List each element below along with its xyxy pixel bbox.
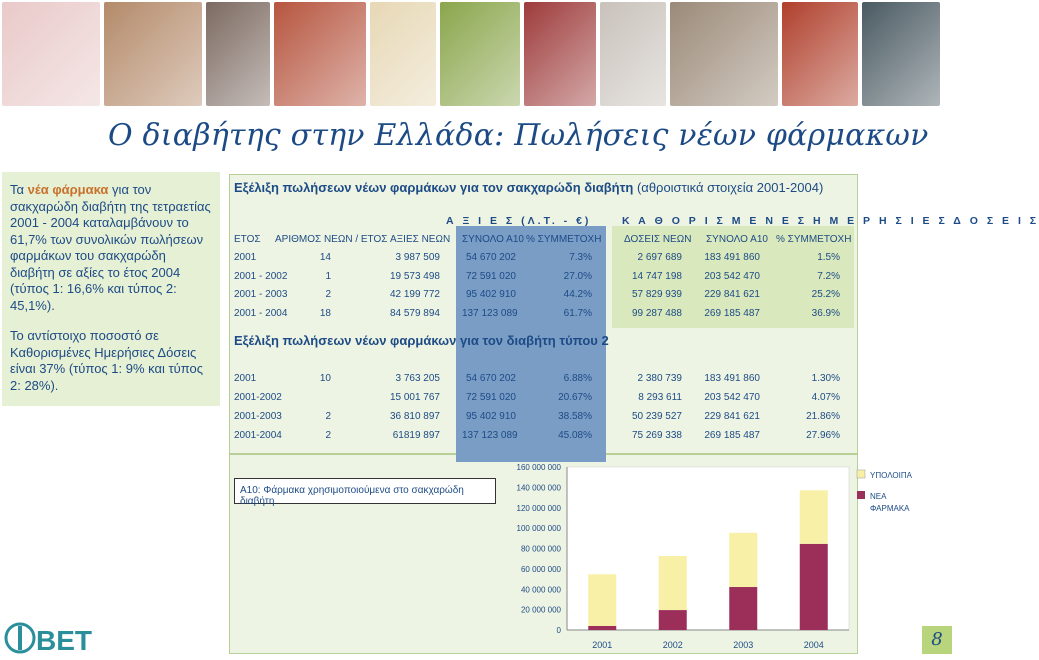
type2-table-cell: 8 293 611 bbox=[638, 392, 682, 403]
summary-text: για τον σακχαρώδη διαβήτη της τετραετίας 2001 - 2004 καταλαμβάνουν το 61,7% των συνολικών πωλήσεων φαρμάκων του σακχαρώδη διαβήτη σε αξίες το έτος 2004 (τύπος 1: 16,6% και τύπος 2: 45,1%). bbox=[10, 182, 211, 313]
tomatoes-photo bbox=[782, 2, 858, 106]
iobe-logo bbox=[4, 620, 92, 656]
table-cell: 19 573 498 bbox=[389, 270, 440, 282]
table-cell: 2001 - 2002 bbox=[234, 270, 288, 282]
summary-paragraph-2: Το αντίστοιχο ποσοστό σε Καθορισμένες Ημερήσιες Δόσεις είναι 37% (τύπος 1: 9% και τύπος 2: 28%). bbox=[10, 328, 204, 393]
y-tick-label: 0 bbox=[556, 626, 561, 635]
y-tick-label: 40 000 000 bbox=[520, 585, 561, 595]
summary-paragraph-1 bbox=[10, 182, 212, 314]
bar-other bbox=[800, 490, 828, 544]
table-cell: 42 199 772 bbox=[389, 289, 440, 300]
photo-strip bbox=[0, 0, 959, 108]
type2-table-cell: 2 bbox=[325, 411, 331, 422]
bar-other bbox=[588, 574, 616, 626]
bar-new bbox=[588, 626, 616, 630]
type2-table-cell: 36 810 897 bbox=[389, 411, 440, 422]
y-tick-label: 20 000 000 bbox=[520, 605, 561, 615]
summary-sidebar bbox=[2, 172, 220, 406]
type2-table-cell: 229 841 621 bbox=[704, 411, 760, 422]
type2-table-cell: 50 239 527 bbox=[631, 411, 682, 422]
x-tick-label: 2004 bbox=[803, 640, 824, 650]
type2-table-cell: 45.08% bbox=[558, 430, 592, 441]
insulin-injection-photo bbox=[370, 2, 436, 106]
table-cell: 2 bbox=[325, 289, 331, 300]
table-cell: 25.2% bbox=[811, 289, 840, 300]
bar-other bbox=[729, 533, 757, 587]
table-cell: 2001 bbox=[234, 252, 257, 263]
table-cell: 84 579 894 bbox=[389, 307, 440, 319]
table-cell: 99 287 488 bbox=[631, 307, 682, 319]
table-cell: 183 491 860 bbox=[704, 252, 760, 263]
doses-group-header: Κ Α Θ Ο Ρ Ι Σ Μ Ε Ν Ε Σ Η Μ Ε Ρ Η Σ Ι Ε Σ Δ Ο Σ Ε Ι Σ bbox=[622, 215, 1039, 227]
type2-table-cell: 1.30% bbox=[811, 373, 840, 384]
table-cell: 72 591 020 bbox=[465, 270, 516, 282]
highlight-text: νέα φάρμακα bbox=[27, 182, 109, 197]
table-cell: 229 841 621 bbox=[704, 289, 760, 300]
column-header: ΑΡΙΘΜΟΣ ΝΕΩΝ / ΕΤΟΣ bbox=[275, 234, 388, 245]
type2-table-cell: 2001-2003 bbox=[234, 411, 282, 422]
table-cell: 54 670 202 bbox=[465, 252, 516, 263]
table-cell: 2 697 689 bbox=[637, 252, 682, 263]
type2-table-cell: 20.67% bbox=[558, 392, 592, 403]
y-tick-label: 80 000 000 bbox=[520, 544, 561, 554]
type2-table-cell: 95 402 910 bbox=[465, 411, 516, 422]
a10-note: Α10: Φάρμακα χρησιμοποιούμενα στο σακχαρώδη διαβήτη bbox=[234, 478, 496, 504]
table-cell: 57 829 939 bbox=[631, 289, 682, 300]
table-cell: 14 bbox=[319, 252, 331, 263]
type2-table-cell: 2001-2004 bbox=[234, 430, 282, 441]
type2-table-cell: 2001-2002 bbox=[234, 392, 282, 403]
table-cell: 44.2% bbox=[563, 289, 592, 300]
table-cell: 203 542 470 bbox=[704, 270, 760, 282]
type2-table-cell: 38.58% bbox=[558, 411, 592, 422]
table-cell: 1.5% bbox=[817, 252, 840, 263]
legend-swatch-other bbox=[857, 470, 865, 478]
woman-with-vegetables-photo bbox=[524, 2, 596, 106]
table-cell: 3 987 509 bbox=[395, 252, 440, 263]
type2-table-cell: 15 001 767 bbox=[389, 392, 440, 403]
bar-other bbox=[659, 556, 687, 610]
mother-child-photo bbox=[274, 2, 366, 106]
table-cell: 36.9% bbox=[811, 307, 840, 319]
type2-table-cell: 61819 897 bbox=[392, 430, 440, 441]
elderly-couple-photo bbox=[104, 2, 202, 106]
page-number: 8 bbox=[922, 626, 952, 654]
y-tick-label: 140 000 000 bbox=[516, 483, 561, 493]
type2-table-cell: 10 bbox=[319, 373, 331, 384]
type2-title: Εξέλιξη πωλήσεων νέων φαρμάκων για τον διαβήτη τύπου 2 bbox=[234, 333, 609, 348]
column-header: ΕΤΟΣ bbox=[234, 234, 261, 245]
page-title: Ο διαβήτης στην Ελλάδα: Πωλήσεις νέων φάρμακων bbox=[108, 118, 929, 153]
table-cell: 7.2% bbox=[817, 270, 840, 282]
table-cell: 18 bbox=[319, 307, 331, 319]
type2-table-cell: 2001 bbox=[234, 373, 257, 384]
table-cell: 61.7% bbox=[563, 307, 592, 319]
column-header: % ΣΥΜΜΕΤΟΧΗ bbox=[526, 234, 602, 245]
column-header: % ΣΥΜΜΕΤΟΧΗ bbox=[776, 234, 852, 245]
table-title: Εξέλιξη πωλήσεων νέων φαρμάκων για τον σακχαρώδη διαβήτη (αθροιστικά στοιχεία 2001-2004) bbox=[234, 180, 824, 195]
x-tick-label: 2003 bbox=[733, 640, 754, 650]
column-header: ΑΞΙΕΣ ΝΕΩΝ bbox=[390, 234, 451, 245]
sales-bar-chart bbox=[505, 460, 925, 656]
summary-text: Τα bbox=[10, 182, 28, 197]
y-tick-label: 60 000 000 bbox=[520, 564, 561, 574]
type2-table-cell: 75 269 338 bbox=[631, 430, 682, 441]
type2-table-cell: 27.96% bbox=[806, 430, 840, 441]
y-tick-label: 100 000 000 bbox=[516, 524, 561, 534]
table-cell: 1 bbox=[325, 270, 331, 282]
svg-text:ΒΕΤ: ΒΕΤ bbox=[36, 625, 92, 656]
food-dish-photo bbox=[670, 2, 778, 106]
type2-table-cell: 183 491 860 bbox=[704, 373, 760, 384]
bar-new bbox=[800, 544, 828, 630]
type2-table-cell: 54 670 202 bbox=[465, 373, 516, 384]
table-cell: 95 402 910 bbox=[465, 289, 516, 300]
type2-table-cell: 269 185 487 bbox=[704, 430, 760, 441]
table-cell: 269 185 487 bbox=[704, 307, 760, 319]
table-cell: 2001 - 2004 bbox=[234, 307, 288, 319]
table-cell: 14 747 198 bbox=[631, 270, 682, 282]
glucose-meter-photo bbox=[862, 2, 940, 106]
values-group-header: Α Ξ Ι Ε Σ (Λ.Τ. - €) bbox=[446, 215, 592, 227]
type2-table-cell: 3 763 205 bbox=[395, 373, 440, 384]
column-header: ΔΟΣΕΙΣ ΝΕΩΝ bbox=[624, 234, 692, 245]
legend-label-new: ΝΕΑ bbox=[870, 492, 887, 501]
glucose-test-photo bbox=[600, 2, 666, 106]
baby-photo bbox=[2, 2, 100, 106]
bar-new bbox=[659, 610, 687, 630]
y-tick-label: 160 000 000 bbox=[516, 463, 561, 472]
x-tick-label: 2001 bbox=[592, 640, 613, 650]
legend-swatch-new bbox=[857, 491, 865, 499]
legend-label-new: ΦΑΡΜΑΚΑ bbox=[870, 504, 910, 513]
bar-new bbox=[729, 587, 757, 630]
legend-label-other: ΥΠΟΛΟΙΠΑ bbox=[870, 471, 912, 480]
boy-with-fruit-photo bbox=[440, 2, 520, 106]
type2-table-cell: 203 542 470 bbox=[704, 392, 760, 403]
table-cell: 2001 - 2003 bbox=[234, 289, 288, 300]
column-header: ΣΥΝΟΛΟ Α10 bbox=[462, 234, 524, 245]
column-header: ΣΥΝΟΛΟ Α10 bbox=[706, 234, 768, 245]
pregnant-woman-photo bbox=[206, 2, 270, 106]
type2-table-cell: 6.88% bbox=[563, 373, 592, 384]
table-cell: 27.0% bbox=[563, 270, 592, 282]
x-tick-label: 2002 bbox=[662, 640, 683, 650]
table-cell: 7.3% bbox=[569, 252, 592, 263]
type2-table-cell: 2 380 739 bbox=[637, 373, 682, 384]
type2-table-cell: 137 123 089 bbox=[462, 430, 518, 441]
type2-table-cell: 21.86% bbox=[806, 411, 840, 422]
y-tick-label: 120 000 000 bbox=[516, 503, 561, 513]
type2-table-cell: 2 bbox=[325, 430, 331, 441]
type2-table-cell: 4.07% bbox=[811, 392, 840, 403]
type2-table-cell: 72 591 020 bbox=[465, 392, 516, 403]
table-cell: 137 123 089 bbox=[462, 307, 518, 319]
